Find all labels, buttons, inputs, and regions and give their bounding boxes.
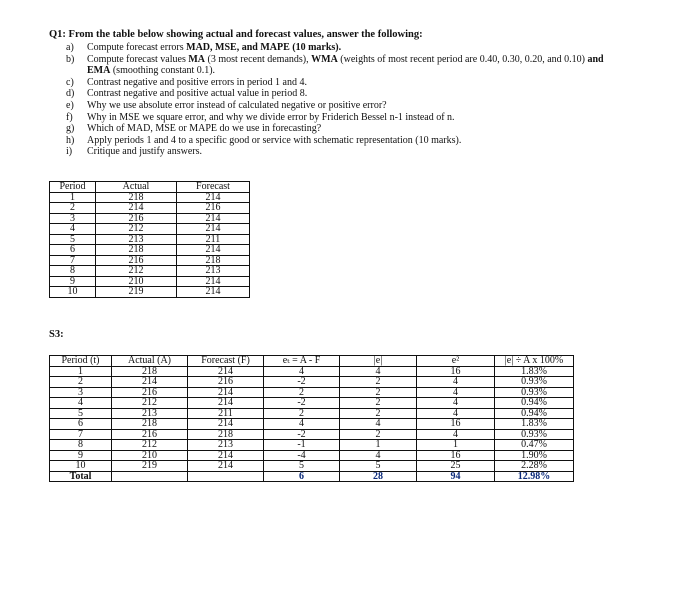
question-list — [66, 42, 626, 158]
table-cell: 214 — [188, 419, 264, 430]
table-cell: 4 — [50, 398, 112, 409]
table-cell: 6 — [50, 419, 112, 430]
table-row — [50, 245, 250, 256]
question-item — [66, 54, 626, 77]
table-row — [50, 429, 574, 440]
table-cell: 4 — [340, 450, 417, 461]
table-cell: 4 — [417, 377, 495, 388]
table-cell: 218 — [112, 366, 188, 377]
total-cell: 12.98% — [495, 471, 574, 482]
table-cell: 212 — [96, 266, 177, 277]
table-cell: 214 — [188, 398, 264, 409]
table-cell: 4 — [340, 366, 417, 377]
table-cell: -2 — [264, 377, 340, 388]
question-title: Q1: From the table below showing actual and forecast values, answer the following: — [49, 29, 423, 40]
table-cell: 2 — [340, 408, 417, 419]
table-row — [50, 377, 574, 388]
total-cell: 6 — [264, 471, 340, 482]
table-cell: 218 — [188, 429, 264, 440]
table-cell: 216 — [96, 255, 177, 266]
table-row — [50, 408, 574, 419]
table-cell: 2 — [50, 203, 96, 214]
table-row — [50, 276, 250, 287]
question-letter: c) — [66, 76, 74, 88]
total-cell: 94 — [417, 471, 495, 482]
table-cell: 214 — [96, 203, 177, 214]
table-row — [50, 387, 574, 398]
table-cell: 0.93% — [495, 429, 574, 440]
column-header: Period (t) — [50, 356, 112, 367]
question-text — [87, 100, 626, 112]
table-cell: 216 — [177, 203, 250, 214]
total-cell: 28 — [340, 471, 417, 482]
table-cell: 214 — [177, 192, 250, 203]
table-cell: 1 — [50, 192, 96, 203]
table-cell: 9 — [50, 450, 112, 461]
question-text — [87, 77, 626, 89]
question-text-part: (3 most recent demands), — [205, 53, 312, 65]
table-cell: 0.47% — [495, 440, 574, 451]
question-text-part: WMA — [311, 53, 338, 65]
column-header: |e| — [340, 356, 417, 367]
table-cell: 4 — [417, 429, 495, 440]
table-row — [50, 366, 574, 377]
table-cell: 1 — [340, 440, 417, 451]
table-cell: 214 — [177, 276, 250, 287]
question-item — [66, 112, 626, 124]
table-cell: 214 — [112, 377, 188, 388]
table-header-row — [50, 182, 250, 193]
table-cell: 0.94% — [495, 398, 574, 409]
table-row — [50, 255, 250, 266]
table-cell: 212 — [112, 440, 188, 451]
table-cell: 4 — [264, 419, 340, 430]
table-cell: 219 — [112, 461, 188, 472]
column-header: e² — [417, 356, 495, 367]
table-row — [50, 461, 574, 472]
table-cell: 2.28% — [495, 461, 574, 472]
table-cell: 0.94% — [495, 408, 574, 419]
table-cell: 213 — [177, 266, 250, 277]
total-row — [50, 471, 574, 482]
question-item — [66, 135, 626, 147]
question-text-part: Which of MAD, MSE or MAPE do we use in forecasting? — [87, 123, 322, 135]
table-cell: 6 — [50, 245, 96, 256]
table-cell: 5 — [264, 461, 340, 472]
column-header: Forecast — [177, 182, 250, 193]
table-cell: 3 — [50, 213, 96, 224]
question-item — [66, 146, 626, 158]
table-cell: 4 — [417, 398, 495, 409]
solution-label: S3: — [49, 329, 64, 340]
table-cell: 16 — [417, 450, 495, 461]
total-cell: Total — [50, 471, 112, 482]
table-cell: 8 — [50, 266, 96, 277]
table-cell: 214 — [188, 387, 264, 398]
table-row — [50, 450, 574, 461]
table-cell: 210 — [96, 276, 177, 287]
question-text-part: Why in MSE we square error, and why we divide error by Friderich Bessel n-1 instead of n. — [87, 111, 455, 123]
question-text — [87, 88, 626, 100]
question-text-part: Contrast negative and positive actual value in period 8. — [87, 88, 308, 100]
table-cell: 4 — [417, 387, 495, 398]
column-header: Actual — [96, 182, 177, 193]
table-cell: 8 — [50, 440, 112, 451]
question-text — [87, 123, 626, 135]
question-text-part: Compute forecast errors — [87, 42, 187, 53]
table-cell: 5 — [340, 461, 417, 472]
table-cell: 25 — [417, 461, 495, 472]
question-item — [66, 123, 626, 135]
question-letter: e) — [66, 99, 74, 111]
column-header: Period — [50, 182, 96, 193]
table-row — [50, 213, 250, 224]
question-text-part: (smoothing constant 0.1). — [110, 65, 216, 77]
question-text — [87, 42, 626, 54]
table-cell: 4 — [264, 366, 340, 377]
question-text — [87, 146, 626, 158]
question-letter: i) — [66, 146, 73, 158]
error-calculation-table — [49, 355, 574, 482]
table-cell: 4 — [340, 419, 417, 430]
question-text-part: and EMA — [87, 53, 604, 77]
table-row — [50, 224, 250, 235]
question-text — [87, 112, 626, 124]
table-cell: 9 — [50, 276, 96, 287]
table-cell: 2 — [340, 429, 417, 440]
table-row — [50, 266, 250, 277]
table-row — [50, 203, 250, 214]
table-cell: 214 — [188, 461, 264, 472]
question-text-part: (weights of most recent period are 0.40, 0.30, 0.20, and 0.10) — [337, 53, 588, 65]
question-item — [66, 88, 626, 100]
question-letter: a) — [66, 42, 74, 53]
table-cell: 0.93% — [495, 387, 574, 398]
table-cell: 7 — [50, 429, 112, 440]
total-cell — [188, 471, 264, 482]
question-letter: b) — [66, 53, 75, 65]
question-letter: h) — [66, 134, 75, 146]
table-cell: 216 — [112, 429, 188, 440]
table-cell: 216 — [96, 213, 177, 224]
table-cell: 211 — [188, 408, 264, 419]
table-cell: 213 — [112, 408, 188, 419]
column-header: eₜ = A - F — [264, 356, 340, 367]
table-cell: 218 — [112, 419, 188, 430]
table-cell: 10 — [50, 461, 112, 472]
question-letter: g) — [66, 123, 75, 135]
column-header: Actual (A) — [112, 356, 188, 367]
table-cell: 2 — [340, 398, 417, 409]
table-row — [50, 398, 574, 409]
table-cell: -1 — [264, 440, 340, 451]
table-cell: 4 — [50, 224, 96, 235]
question-letter: f) — [66, 111, 73, 123]
table-cell: 2 — [340, 387, 417, 398]
column-header: Forecast (F) — [188, 356, 264, 367]
table-cell: 5 — [50, 408, 112, 419]
table-cell: 214 — [177, 287, 250, 298]
table-cell: 210 — [112, 450, 188, 461]
table-row — [50, 440, 574, 451]
table-cell: -4 — [264, 450, 340, 461]
question-letter: d) — [66, 88, 75, 100]
table-cell: 1.83% — [495, 366, 574, 377]
table-cell: 212 — [96, 224, 177, 235]
table-cell: 16 — [417, 419, 495, 430]
table-cell: -2 — [264, 429, 340, 440]
table-cell: 2 — [340, 377, 417, 388]
question-text-part: Critique and justify answers. — [87, 146, 202, 158]
table-cell: 4 — [417, 408, 495, 419]
table-cell: 214 — [188, 450, 264, 461]
table-cell: 1.90% — [495, 450, 574, 461]
table-cell: 218 — [96, 192, 177, 203]
table-cell: 16 — [417, 366, 495, 377]
table-cell: 212 — [112, 398, 188, 409]
table-cell: 3 — [50, 387, 112, 398]
table-cell: 218 — [177, 255, 250, 266]
table-cell: 2 — [50, 377, 112, 388]
table-cell: 214 — [188, 366, 264, 377]
table-cell: 1 — [50, 366, 112, 377]
question-text-part: Compute forecast values — [87, 53, 189, 65]
table-row — [50, 234, 250, 245]
question-text — [87, 135, 626, 147]
question-text — [87, 54, 626, 77]
table-row — [50, 287, 250, 298]
table-header-row — [50, 356, 574, 367]
table-cell: 218 — [96, 245, 177, 256]
table-cell: 213 — [96, 234, 177, 245]
question-text-part: Contrast negative and positive errors in period 1 and 4. — [87, 76, 307, 88]
column-header: |e| ÷ A x 100% — [495, 356, 574, 367]
table-cell: 213 — [188, 440, 264, 451]
table-cell: 216 — [188, 377, 264, 388]
table-cell: 214 — [177, 213, 250, 224]
table-cell: 219 — [96, 287, 177, 298]
table-cell: 211 — [177, 234, 250, 245]
table-cell: 214 — [177, 245, 250, 256]
table-row — [50, 192, 250, 203]
actual-forecast-table — [49, 181, 250, 298]
question-item — [66, 100, 626, 112]
question-text-part: MA — [188, 53, 206, 65]
question-text-part: Why we use absolute error instead of calculated negative or positive error? — [87, 99, 387, 111]
question-item — [66, 77, 626, 89]
table-cell: 1.83% — [495, 419, 574, 430]
question-item — [66, 42, 626, 54]
table-row — [50, 419, 574, 430]
total-cell — [112, 471, 188, 482]
table-cell: 214 — [177, 224, 250, 235]
table-cell: 5 — [50, 234, 96, 245]
table-cell: 10 — [50, 287, 96, 298]
table-cell: -2 — [264, 398, 340, 409]
question-text-part: MAD, MSE, and MAPE (10 marks). — [186, 42, 342, 53]
table-cell: 1 — [417, 440, 495, 451]
question-text-part: Apply periods 1 and 4 to a specific good or service with schematic representation (10 marks). — [87, 134, 462, 146]
table-cell: 7 — [50, 255, 96, 266]
table-cell: 216 — [112, 387, 188, 398]
table-cell: 2 — [264, 408, 340, 419]
table-cell: 2 — [264, 387, 340, 398]
table-cell: 0.93% — [495, 377, 574, 388]
